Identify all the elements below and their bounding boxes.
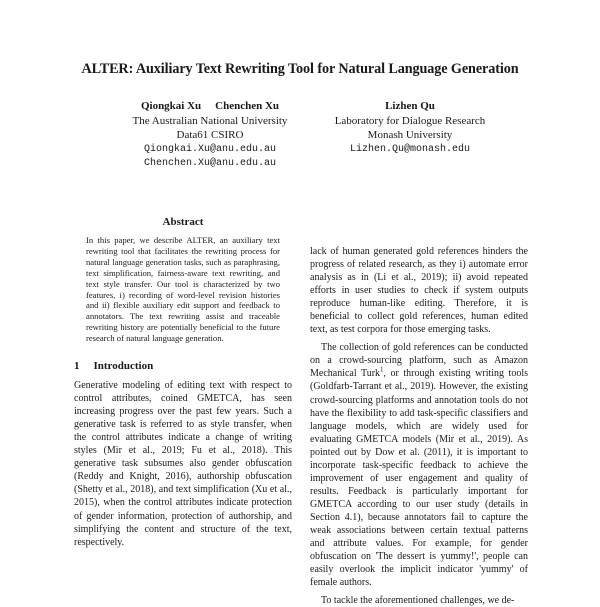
section-number: 1 xyxy=(74,360,80,373)
email-chenchen: Chenchen.Xu@anu.edu.au xyxy=(143,158,277,169)
abstract-heading: Abstract xyxy=(162,216,204,228)
author-name-2: Chenchen Xu xyxy=(215,100,280,112)
right-column xyxy=(310,245,528,607)
author-names-left xyxy=(100,99,320,114)
section-heading-introduction xyxy=(74,360,292,372)
section-title: Introduction xyxy=(93,360,154,373)
right-paragraph-2-part-b: , or through existing writing tools (Goldfarb-Tarrant et al., 2019). However, the existing crowd-sourcing platforms and annotation tools do not have the flexibility to add task-specific classifiers and language models, which are widely used for evaluating GMETCA models (Mir et al., 2019). As pointed out by Dow et al. (2011), it is important to incorporate task-specific feedback to achieve the improvement of user engagement and quality of results. Feedback is particularly important for GMETCA according to our user study (details in Section 4.1), because annotators fail to capture the weak associations between certain textual patterns and attribute values. For example, for gender obfuscation on 'The dessert is yummy!', people can easily overlook the implicit indicator 'yummy' of female authors. xyxy=(310,368,528,589)
affiliation-monash: Monash University xyxy=(367,129,453,141)
author-name-3: Lizhen Qu xyxy=(385,100,435,112)
right-paragraph-3: To tackle the aforementioned challenges, we de- xyxy=(321,595,515,607)
authors-right xyxy=(300,99,520,157)
right-paragraph-2-part-a: The collection of gold references can be conducted on a crowd-sourcing platform, such as Amazon Mechanical Turk xyxy=(310,342,528,380)
footnote-marker[interactable]: 1 xyxy=(380,366,384,375)
abstract-text: In this paper, we describe ALTER, an auxiliary text rewriting tool that facilitates the rewriting process for natural language generation tasks, such as paraphrasing, text simplification, fairness-aware text rewriting, and text style transfer. Our tool is characterized by two features, i) recording of word-level revision histories and ii) flexible auxiliary edit support and feedback to annotators. The text rewriting assist and traceable rewriting history are potentially beneficial to the future research of natural language generation. xyxy=(86,235,280,344)
author-name-1: Qiongkai Xu xyxy=(140,100,202,112)
right-paragraph-2 xyxy=(310,341,528,589)
authors-left xyxy=(100,99,320,172)
affiliation-data61: Data61 CSIRO xyxy=(176,129,244,141)
affiliation-dialogue-lab: Laboratory for Dialogue Research xyxy=(334,114,486,127)
email-qiongkai: Qiongkai.Xu@anu.edu.au xyxy=(143,143,277,155)
paper-title: ALTER: Auxiliary Text Rewriting Tool for Natural Language Generation xyxy=(81,61,519,77)
intro-paragraph: Generative modeling of editing text with respect to control attributes, coined GMETCA, has seen increasing progress over the past few years. Such a generative task is referred to as style transfer, when the control attributes indicate a change of writing styles (Mir et al., 2019; Fu et al., 2018). This generative task subsumes also gender obfuscation (Reddy and Knight, 2016), authorship obfuscation (Shetty et al., 2018), and text simplification (Xu et al., 2015), when the control attributes indicate protection of gender information, protection of authorship, and simplifying the content and structure of the text, respectively. xyxy=(74,380,292,548)
affiliation-anu: The Australian National University xyxy=(132,114,288,127)
left-column xyxy=(74,216,292,549)
email-lizhen: Lizhen.Qu@monash.edu xyxy=(349,143,471,155)
right-paragraph-1: lack of human generated gold references hinders the progress of related research, as they i) automate error analysis as in (Li et al., 2019); ii) avoid repeated efforts in user studies to check if system outputs reproduce human-like editing. Therefore, it is beneficial to collect gold references, human edited text, as test corpora for those emerging tasks. xyxy=(310,246,528,336)
